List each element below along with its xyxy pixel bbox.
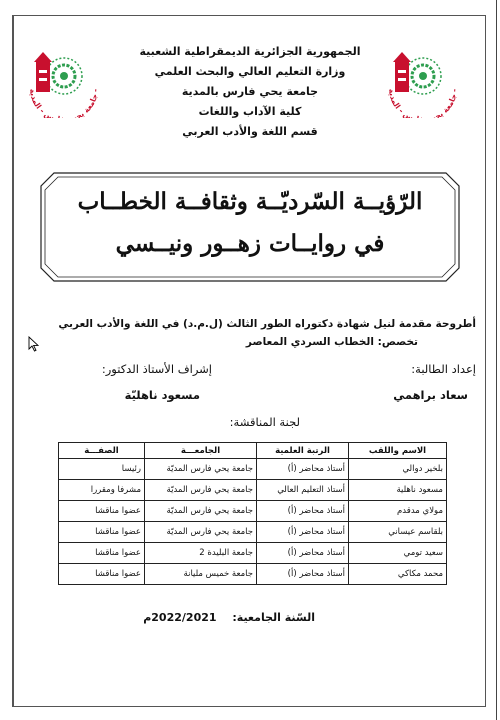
supervisor-label: إشراف الأستاذ الدكتور: <box>101 362 212 376</box>
member-role: عضوا مناقشا <box>59 501 145 522</box>
university-logo-right <box>383 40 461 118</box>
member-rank: أستاذ محاضر (أ) <box>257 564 349 585</box>
member-name: بلخير دوالي <box>349 459 447 480</box>
table-row <box>59 564 447 585</box>
member-university: جامعة يحي فارس المديّة <box>145 501 257 522</box>
member-university: جامعة خميس مليانة <box>145 564 257 585</box>
member-role: عضوا مناقشا <box>59 564 145 585</box>
table-row <box>59 480 447 501</box>
institution-header <box>130 42 370 142</box>
svg-text:جامعة يحيى فارس - المدية - <box>387 88 459 118</box>
committee-label: لجنة المناقشة: <box>229 415 300 429</box>
svg-text:جامعة يحيى فارس - المدية - <box>28 88 100 118</box>
table-row <box>59 459 447 480</box>
member-rank: أستاذ محاضر (أ) <box>257 501 349 522</box>
member-rank: أستاذ محاضر (أ) <box>257 543 349 564</box>
thesis-title-line-2: في روايــات زهــور ونيــسي <box>115 230 385 257</box>
academic-year <box>143 611 315 624</box>
member-university: جامعة يحي فارس المديّة <box>145 480 257 501</box>
column-header-rank: الرتبة العلمية <box>257 443 349 459</box>
member-rank: أستاذ محاضر (أ) <box>257 459 349 480</box>
member-university: جامعة يحي فارس المديّة <box>145 459 257 480</box>
thesis-title-box <box>40 172 460 282</box>
thesis-description: أطروحة مقدمة لنيل شهادة دكتوراه الطور الثالث (ل.م.د) في اللغة والأدب العربي <box>58 318 476 330</box>
committee-table <box>58 442 447 585</box>
thesis-specialization: تخصص: الخطاب السردي المعاصر <box>245 336 418 348</box>
member-role: عضوا مناقشا <box>59 522 145 543</box>
logo-caption-right: جامعة يحي س - المدية - <box>386 88 460 118</box>
faculty-line: كلية الآداب واللغات <box>198 105 302 118</box>
member-name: محمد مكاكي <box>349 564 447 585</box>
university-logo-left <box>24 40 102 118</box>
logo-emblem-icon <box>393 52 441 94</box>
ministry-line: وزارة التعليم العالي والبحث العلمي <box>154 65 346 78</box>
student-name: سعاد براهمي <box>393 388 468 402</box>
department-line: قسم اللغة والأدب العربي <box>182 125 318 138</box>
republic-line: الجمهورية الجزائرية الديمقراطية الشعبية <box>139 45 361 58</box>
member-name: مسعود ناهلية <box>349 480 447 501</box>
member-rank: أستاذ التعليم العالي <box>257 480 349 501</box>
column-header-name: الاسم واللقب <box>349 443 447 459</box>
member-role: عضوا مناقشا <box>59 543 145 564</box>
academic-year-label: السّنة الجامعية: <box>232 611 315 624</box>
academic-year-value: 2022/2021م <box>143 611 217 624</box>
member-role: رئيسا <box>59 459 145 480</box>
member-role: مشرفا ومقررا <box>59 480 145 501</box>
thesis-title-line-1: الرّؤيــة السّرديّــة وثقافــة الخطــاب <box>77 188 423 215</box>
member-university: جامعة يحي فارس المديّة <box>145 522 257 543</box>
table-row <box>59 522 447 543</box>
supervisor-name: مسعود ناهليّة <box>124 388 200 402</box>
viewer-edge <box>496 0 497 720</box>
member-name: بلقاسم عيساني <box>349 522 447 543</box>
column-header-role: الصفـــة <box>59 443 145 459</box>
university-line: جامعة يحي فارس بالمدية <box>181 85 319 98</box>
member-name: مولاي مدقدم <box>349 501 447 522</box>
member-university: جامعة البليدة 2 <box>145 543 257 564</box>
table-row <box>59 543 447 564</box>
table-header-row <box>59 443 447 459</box>
prepared-by-label: إعداد الطالبة: <box>411 362 476 376</box>
column-header-university: الجامعـــة <box>145 443 257 459</box>
logo-caption-left: جامعة يحي س - المدية - <box>27 88 101 118</box>
member-name: سعيد تومي <box>349 543 447 564</box>
table-row <box>59 501 447 522</box>
mouse-pointer-icon <box>28 336 40 352</box>
logo-emblem-icon <box>34 52 82 94</box>
member-rank: أستاذ محاضر (أ) <box>257 522 349 543</box>
